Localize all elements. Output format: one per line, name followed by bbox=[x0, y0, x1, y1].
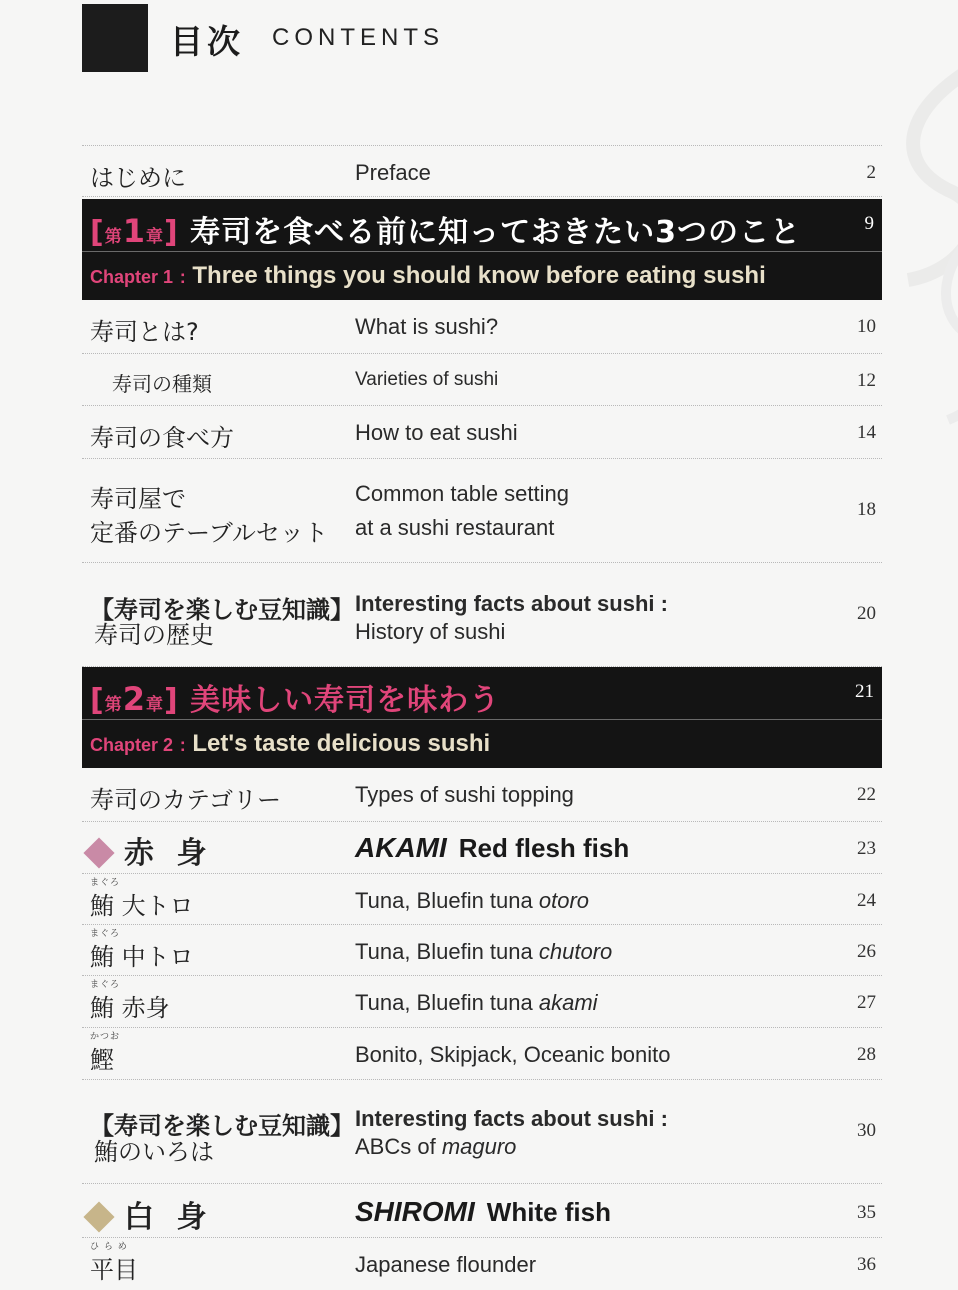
toc-row-trivia[interactable] bbox=[82, 1080, 882, 1184]
toc-row[interactable] bbox=[82, 300, 882, 354]
toc-row[interactable] bbox=[82, 406, 882, 459]
section-title-en: AKAMI Red flesh fish bbox=[355, 832, 630, 863]
ruby: まぐろ bbox=[90, 980, 121, 990]
toc-page: 20 bbox=[857, 603, 876, 624]
toc-en: Bonito, Skipjack, Oceanic bonito bbox=[355, 1042, 671, 1067]
page-title-en: CONTENTS bbox=[272, 24, 444, 51]
toc-en: What is sushi? bbox=[355, 314, 499, 339]
toc-page: 14 bbox=[857, 422, 876, 443]
toc-jp: 鮪 大トロ bbox=[90, 892, 194, 920]
toc-jp-line1: 寿司屋で bbox=[90, 485, 186, 513]
toc-page: 2 bbox=[866, 162, 876, 183]
section-title-jp: 赤 身 bbox=[82, 828, 212, 872]
toc-jp: 寿司の歴史 bbox=[94, 621, 214, 649]
diamond-icon bbox=[83, 1201, 114, 1232]
ruby: ひ ら め bbox=[90, 1242, 128, 1252]
toc-page: 12 bbox=[857, 370, 876, 391]
section-shiromi[interactable] bbox=[82, 1184, 882, 1238]
toc-page: 23 bbox=[857, 838, 876, 859]
table-of-contents bbox=[82, 145, 882, 1290]
section-title-en: SHIROMI White fish bbox=[355, 1196, 611, 1227]
toc-row[interactable] bbox=[82, 874, 882, 925]
toc-page: 30 bbox=[857, 1120, 876, 1141]
ruby: かつお bbox=[90, 1032, 121, 1042]
ruby: まぐろ bbox=[90, 929, 121, 939]
toc-en-line1: Common table setting bbox=[355, 481, 569, 506]
toc-jp: 鮪 赤身 bbox=[90, 994, 170, 1022]
toc-en: Varieties of sushi bbox=[355, 369, 499, 390]
header-block bbox=[82, 4, 148, 72]
toc-jp: 鮪のいろは bbox=[94, 1138, 214, 1166]
chapter2-title-jp: [第2章] 美味しい寿司を味わう bbox=[90, 680, 501, 718]
chapter1-title-jp: [第1章] 寿司を食べる前に知っておきたい3つのこと bbox=[90, 212, 802, 250]
toc-jp: 寿司のカテゴリー bbox=[90, 786, 282, 814]
toc-en-line2: ABCs of maguro bbox=[355, 1134, 517, 1159]
toc-jp: 鰹 bbox=[90, 1046, 114, 1074]
toc-en-line2: at a sushi restaurant bbox=[355, 515, 555, 540]
toc-row[interactable] bbox=[82, 459, 882, 563]
section-title-jp: 白 身 bbox=[82, 1192, 212, 1236]
chapter1-title-en: Chapter 1 : Three things you should know before eating sushi bbox=[90, 262, 766, 289]
toc-page: 35 bbox=[857, 1202, 876, 1223]
toc-jp: 寿司とは? bbox=[90, 318, 199, 346]
chapter1-page: 9 bbox=[864, 213, 874, 234]
trivia-tag: 【寿司を楽しむ豆知識】 bbox=[90, 596, 354, 624]
chapter2-subheading bbox=[82, 719, 882, 768]
toc-en: Tuna, Bluefin tuna akami bbox=[355, 990, 598, 1015]
page-title-jp: 目次 bbox=[170, 22, 244, 61]
toc-en: Preface bbox=[355, 160, 431, 185]
chapter1-subheading bbox=[82, 251, 882, 300]
toc-row[interactable] bbox=[82, 925, 882, 976]
toc-page: 26 bbox=[857, 941, 876, 962]
chapter2-title-en: Chapter 2 : Let's taste delicious sushi bbox=[90, 730, 491, 757]
chapter1-heading[interactable] bbox=[82, 199, 882, 251]
toc-jp: 平目 bbox=[90, 1256, 138, 1284]
toc-en: How to eat sushi bbox=[355, 420, 518, 445]
toc-en-line1: Interesting facts about sushi : bbox=[355, 1106, 668, 1131]
toc-jp-line2: 定番のテーブルセット bbox=[90, 519, 328, 547]
toc-page: 24 bbox=[857, 890, 876, 911]
trivia-tag: 【寿司を楽しむ豆知識】 bbox=[90, 1112, 354, 1140]
toc-jp: はじめに bbox=[90, 164, 186, 192]
toc-en-line2: History of sushi bbox=[355, 619, 506, 644]
toc-en-line1: Interesting facts about sushi : bbox=[355, 591, 668, 616]
toc-page: 27 bbox=[857, 992, 876, 1013]
toc-row-trivia[interactable] bbox=[82, 563, 882, 667]
toc-row[interactable] bbox=[82, 976, 882, 1028]
toc-row[interactable] bbox=[82, 768, 882, 822]
toc-page: 22 bbox=[857, 784, 876, 805]
toc-page: 18 bbox=[857, 499, 876, 520]
toc-page: 10 bbox=[857, 316, 876, 337]
toc-row[interactable] bbox=[82, 1028, 882, 1080]
toc-en: Tuna, Bluefin tuna otoro bbox=[355, 888, 590, 913]
toc-jp: 寿司の種類 bbox=[112, 372, 212, 396]
diamond-icon bbox=[83, 837, 114, 868]
toc-page: 36 bbox=[857, 1254, 876, 1275]
chapter2-heading[interactable] bbox=[82, 667, 882, 719]
toc-jp: 寿司の食べ方 bbox=[90, 424, 234, 452]
toc-row-preface[interactable] bbox=[82, 145, 882, 197]
ruby: まぐろ bbox=[90, 878, 121, 888]
page-header bbox=[82, 0, 882, 72]
toc-en: Types of sushi topping bbox=[355, 782, 574, 807]
toc-page: 28 bbox=[857, 1044, 876, 1065]
section-akami[interactable] bbox=[82, 822, 882, 874]
chapter2-page: 21 bbox=[855, 681, 874, 702]
toc-row[interactable] bbox=[82, 1238, 882, 1290]
toc-row[interactable] bbox=[82, 354, 882, 406]
toc-en: Tuna, Bluefin tuna chutoro bbox=[355, 939, 613, 964]
toc-jp: 鮪 中トロ bbox=[90, 943, 194, 971]
toc-en: Japanese flounder bbox=[355, 1252, 537, 1277]
